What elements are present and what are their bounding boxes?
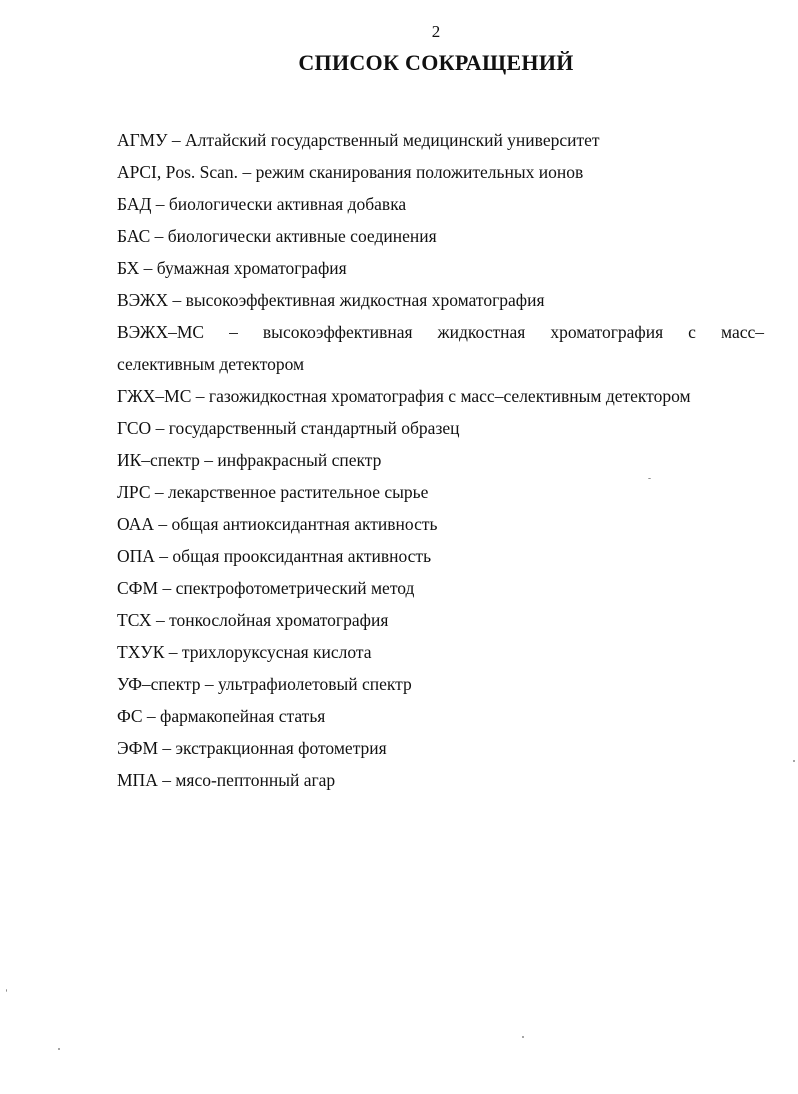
separator: – [238,162,256,182]
separator: – [168,290,186,310]
definition: бумажная хроматография [156,258,347,278]
list-item [117,380,764,412]
list-item [117,284,764,316]
separator: – [150,482,168,502]
separator: – [158,738,176,758]
term: БАС [117,226,151,246]
list-item [117,188,764,220]
definition: общая антиоксидантная активность [171,514,438,534]
separator: – [151,610,170,630]
term: ОАА [117,514,155,534]
definition: фармакопейная статья [160,706,326,726]
term: ИК–спектр [117,450,200,470]
separator: – [154,514,172,534]
scan-speck [793,760,795,762]
term: ТСХ [117,610,152,630]
term: АГМУ [117,130,168,150]
definition-continuation: селективным детектором [117,354,305,374]
separator: – [139,258,157,278]
separator: – [191,386,209,406]
term: ВЭЖХ [117,290,169,310]
list-item [117,156,764,188]
term: ЛРС [117,482,151,502]
definition: ультрафиолетовый спектр [217,674,412,694]
abbreviation-list [117,124,764,796]
list-item [117,476,764,508]
definition: спектрофотометрический метод [175,578,415,598]
term: ГСО [117,418,152,438]
definition: тонкослойная хроматография [169,610,389,630]
definition: Алтайский государственный медицинский университет [184,130,600,150]
definition: государственный стандартный образец [168,418,460,438]
list-item [117,508,764,540]
separator: – [151,194,169,214]
definition: биологически активная добавка [168,194,407,214]
definition: общая прооксидантная активность [172,546,432,566]
separator: – [158,578,176,598]
separator: – [150,226,168,246]
scan-speck [58,1048,60,1050]
list-item-first-line [117,316,764,348]
term: ЭФМ [117,738,159,758]
page-number: 2 [431,22,441,41]
list-item [117,668,764,700]
term: ФС [117,706,143,726]
definition: мясо-пептонный агар [175,770,336,790]
term: МПА [117,770,158,790]
term: УФ–спектр [117,674,201,694]
term: СФМ [117,578,159,598]
separator: – [204,322,263,342]
list-item [117,604,764,636]
separator: – [157,770,176,790]
separator: – [151,418,169,438]
list-item [117,412,764,444]
separator: – [142,706,160,726]
definition: газожидкостная хроматография с масс–селективным детектором [208,386,691,406]
list-item [117,124,764,156]
list-item [117,636,764,668]
separator: – [154,546,173,566]
definition: лекарственное растительное сырье [168,482,429,502]
definition: инфракрасный спектр [217,450,382,470]
term: ВЭЖХ–МС [117,322,205,342]
page-title: СПИСОК СОКРАЩЕНИЙ [298,50,574,75]
list-item [117,444,764,476]
list-item [117,732,764,764]
list-item [117,700,764,732]
list-item [117,764,764,796]
list-item [117,572,764,604]
list-item [117,220,764,252]
separator: – [200,674,218,694]
term: БАД [117,194,152,214]
definition: режим сканирования положительных ионов [255,162,584,182]
definition: биологически активные соединения [167,226,437,246]
definition: экстракционная фотометрия [175,738,387,758]
term: ГЖХ–МС [117,386,192,406]
list-item [117,252,764,284]
definition: высокоэффективная жидкостная хроматография [185,290,545,310]
scan-speck [648,478,651,479]
separator: – [167,130,185,150]
definition: высокоэффективная жидкостная хроматография с масс– [262,322,764,342]
separator: – [199,450,218,470]
term: APCI, Pos. Scan. [117,162,239,182]
separator: – [164,642,182,662]
scan-speck [522,1036,524,1038]
list-item [117,540,764,572]
definition: трихлоруксусная кислота [181,642,372,662]
scan-speck [6,989,7,992]
term: ОПА [117,546,155,566]
list-item [117,316,764,380]
term: ТХУК [117,642,165,662]
term: БХ [117,258,140,278]
